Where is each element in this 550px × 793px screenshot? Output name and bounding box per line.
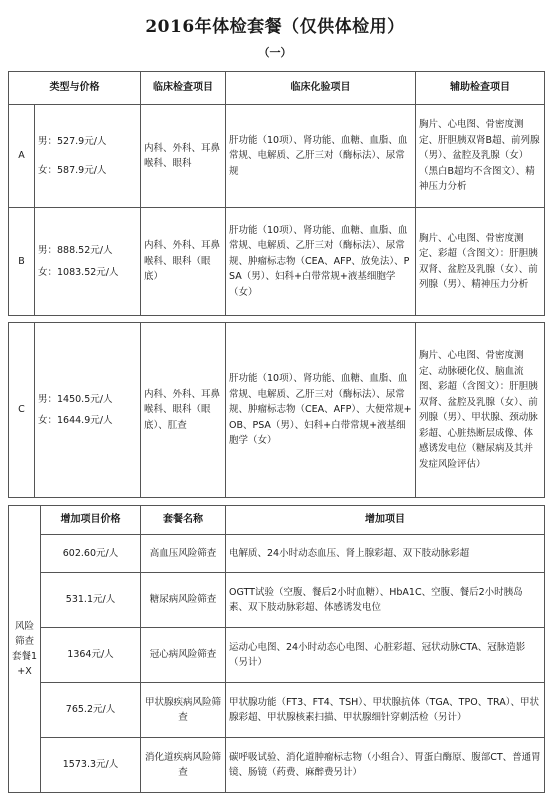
- package-name: B: [9, 208, 35, 316]
- header-type-price: 类型与价格: [9, 72, 141, 105]
- addon-items: 运动心电图、24小时动态心电图、心脏彩超、冠状动脉CTA、冠脉造影（另计）: [226, 628, 545, 683]
- page-title: 2016年体检套餐（仅供体检用）: [145, 17, 405, 37]
- package-row-b: [9, 208, 545, 316]
- lab-tests-cell: 肝功能（10项）、肾功能、血糖、血脂、血常规、电解质、乙肝三对（酶标法）、尿常规: [226, 105, 416, 208]
- page-subtitle: （一）: [258, 46, 292, 59]
- aux-tests-cell: 胸片、心电图、骨密度测定、动脉硬化仪、脑血流图、彩超（含图文）：肝胆胰双肾、盆腔及乳腺（女）、前列腺（男）、甲状腺、颈动脉彩超、心脏热断层成像、体感诱发电位（糖尿病及其并发症风险评估）: [416, 323, 545, 498]
- addon-row: [9, 573, 545, 628]
- header-aux-tests: 辅助检查项目: [416, 72, 545, 105]
- price-male: 男：888.52元/人: [38, 245, 113, 256]
- addon-package-name: 消化道疾病风险筛查: [141, 738, 226, 793]
- package-row-a: [9, 105, 545, 208]
- package-table: [8, 71, 545, 316]
- table-header-row: [9, 72, 545, 105]
- addon-price: 1573.3元/人: [41, 738, 141, 793]
- addon-row: [9, 683, 545, 738]
- addon-header-items: 增加项目: [226, 506, 545, 535]
- price-male: 男：1450.5元/人: [38, 393, 113, 405]
- package-name: C: [9, 323, 35, 498]
- addon-price: 765.2元/人: [41, 683, 141, 738]
- addon-package-name: 高血压风险筛查: [141, 535, 226, 573]
- addon-price: 1364元/人: [41, 628, 141, 683]
- price-male: 男：527.9元/人: [38, 135, 107, 147]
- addon-side-label: 风险筛查套餐1+X: [9, 506, 41, 793]
- addon-package-name: 甲状腺疾病风险筛查: [141, 683, 226, 738]
- addon-header-price: 增加项目价格: [41, 506, 141, 535]
- package-c-table: [8, 322, 545, 498]
- aux-tests-cell: 胸片、心电图、骨密度测定、肝胆胰双肾B超、前列腺（男）、盆腔及乳腺（女）（黑白B超均不含图文）、精神压力分析: [416, 105, 545, 208]
- package-price: [35, 208, 141, 316]
- addon-items: 碳呼吸试验、消化道肿瘤标志物（小组合）、胃蛋白酶原、腹部CT、普通胃镜、肠镜（药费、麻醉费另计）: [226, 738, 545, 793]
- package-price: [35, 105, 141, 208]
- price-female: 女：1644.9元/人: [38, 415, 113, 426]
- clinical-exam-cell: 内科、外科、耳鼻喉科、眼科（眼底）: [141, 208, 226, 316]
- clinical-exam-cell: 内科、外科、耳鼻喉科、眼科（眼底）、肛查: [141, 323, 226, 498]
- addon-items: 电解质、24小时动态血压、肾上腺彩超、双下肢动脉彩超: [226, 535, 545, 573]
- addon-row: [9, 535, 545, 573]
- clinical-exam-cell: 内科、外科、耳鼻喉科、眼科: [141, 105, 226, 208]
- lab-tests-cell: 肝功能（10项）、肾功能、血糖、血脂、血常规、电解质、乙肝三对（酶标法）、尿常规、肿瘤标志物（CEA、AFP、放免法）、PSA（男）、妇科+白带常规+液基细胞学（女）: [226, 208, 416, 316]
- header-clinical-exam: 临床检查项目: [141, 72, 226, 105]
- addon-package-name: 冠心病风险筛查: [141, 628, 226, 683]
- header-lab-tests: 临床化验项目: [226, 72, 416, 105]
- addon-row: [9, 628, 545, 683]
- addon-items: OGTT试验（空腹、餐后2小时血糖）、HbA1C、空腹、餐后2小时胰岛素、双下肢动脉彩超、体感诱发电位: [226, 573, 545, 628]
- aux-tests-cell: 胸片、心电图、骨密度测定、彩超（含图文）：肝胆胰双肾、盆腔及乳腺（女）、前列腺（男）、精神压力分析: [416, 208, 545, 316]
- package-row-c: [9, 323, 545, 498]
- lab-tests-cell: 肝功能（10项）、肾功能、血糖、血脂、血常规、电解质、乙肝三对（酶标法）、尿常规、肿瘤标志物（CEA、AFP）、大便常规+OB、PSA（男）、妇科+白带常规+液基细胞学（女）: [226, 323, 416, 498]
- risk-screening-table: [8, 505, 545, 793]
- price-female: 女：1083.52元/人: [38, 266, 119, 278]
- addon-price: 531.1元/人: [41, 573, 141, 628]
- addon-row: [9, 738, 545, 793]
- addon-items: 甲状腺功能（FT3、FT4、TSH）、甲状腺抗体（TGA、TPO、TRA）、甲状腺彩超、甲状腺核素扫描、甲状腺细针穿刺活检（另计）: [226, 683, 545, 738]
- package-name: A: [9, 105, 35, 208]
- addon-header-row: [9, 506, 545, 535]
- addon-package-name: 糖尿病风险筛查: [141, 573, 226, 628]
- price-female: 女：587.9元/人: [38, 165, 107, 176]
- addon-header-name: 套餐名称: [141, 506, 226, 535]
- package-price: [35, 323, 141, 498]
- addon-price: 602.60元/人: [41, 535, 141, 573]
